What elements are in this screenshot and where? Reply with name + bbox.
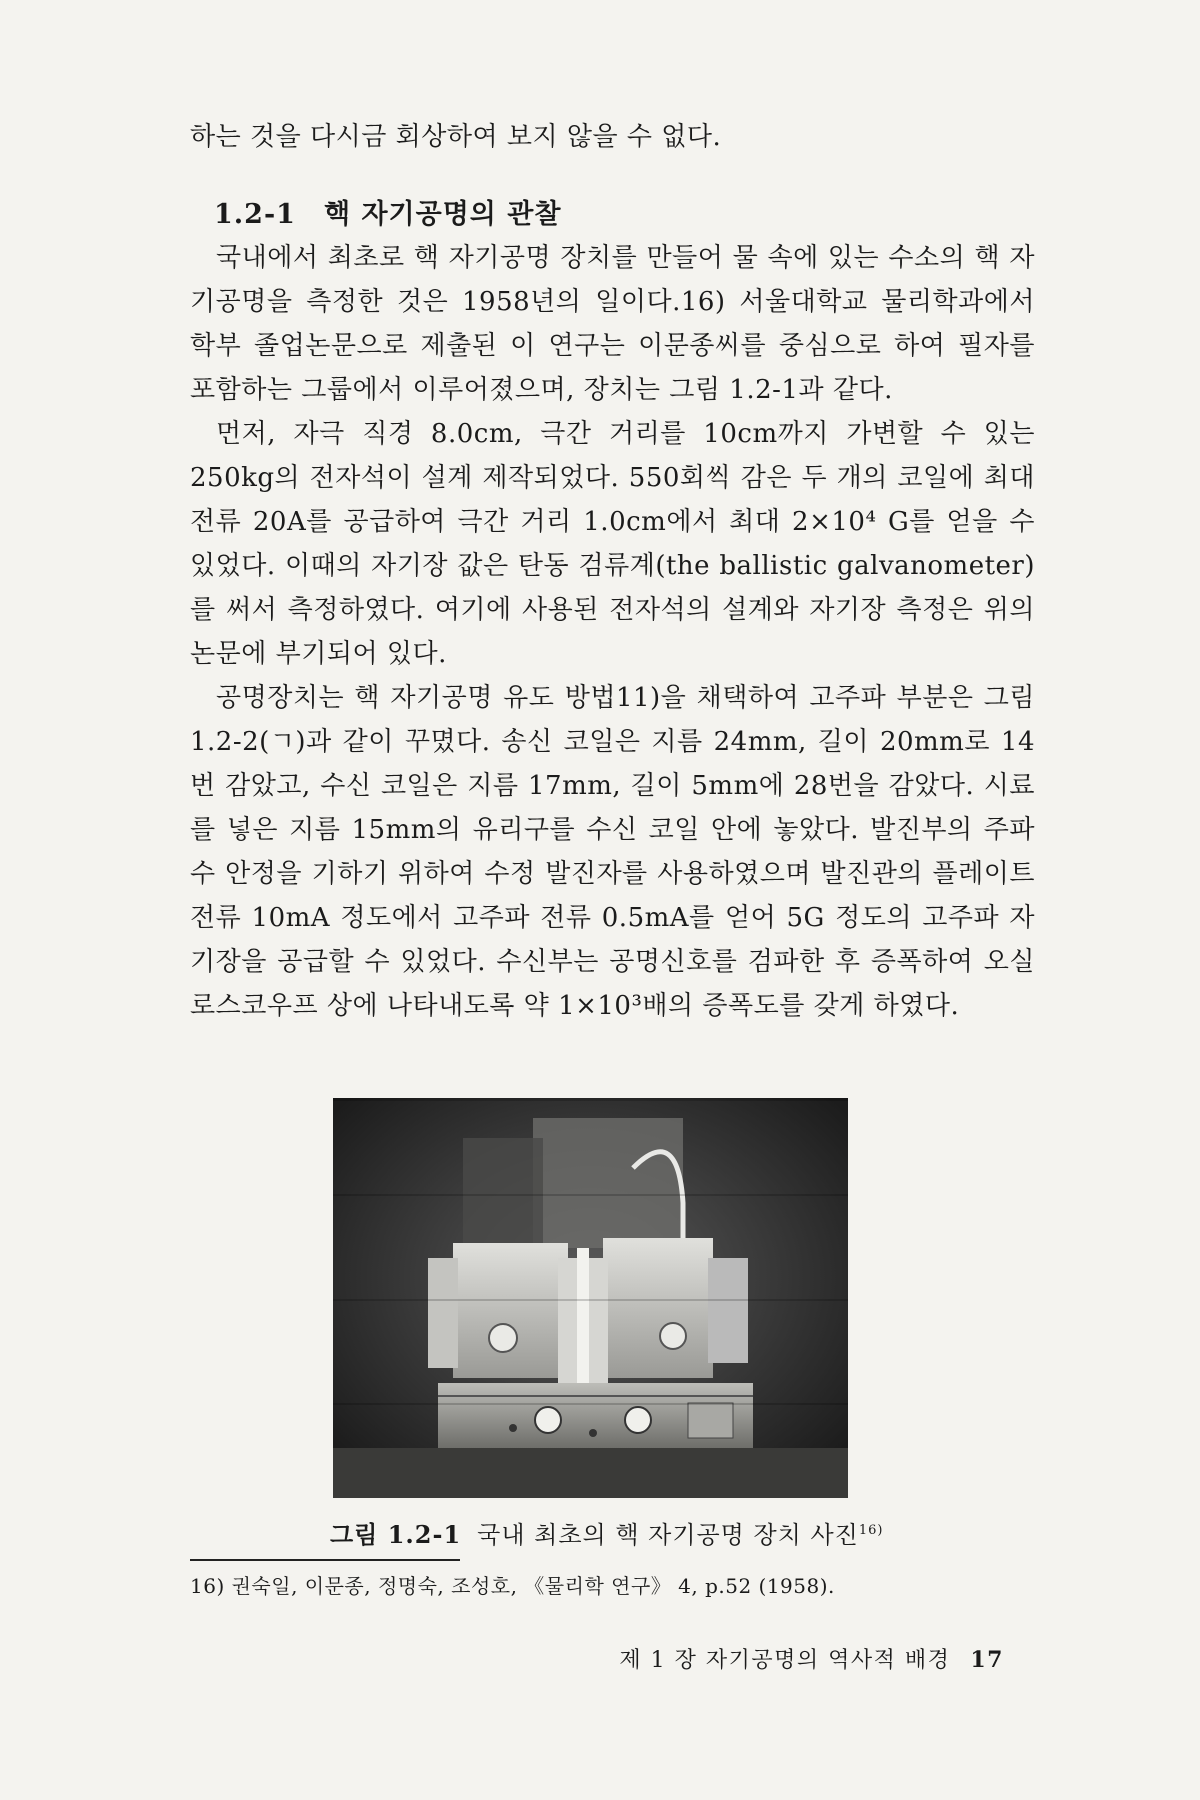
paragraph-2: 먼저, 자극 직경 8.0cm, 극간 거리를 10cm까지 가변할 수 있는 250kg의 전자석이 설계 제작되었다. 550회씩 감은 두 개의 코일에 최대 전류 20A를 공급하여 극간 거리 1.0cm에서 최대 2×10⁴ G를 얻을 수 있었다. 이때의 자기장 값은 탄동 검류계(the ballistic galvanometer)를 써서 측정하였다. 여기에 사용된 전자석의 설계와 자기장 측정은 위의 논문에 부기되어 있다.: [190, 419, 1035, 669]
footnote: 16) 권숙일, 이문종, 정명숙, 조성호, 《물리학 연구》 4, p.52 (1958).: [190, 1574, 835, 1598]
figure-caption-text: 국내 최초의 핵 자기공명 장치 사진: [477, 1521, 859, 1549]
figure-ref: 16): [858, 1523, 884, 1538]
nmr-apparatus-photo: [333, 1098, 848, 1498]
running-footer: [619, 1643, 1004, 1674]
chapter-title: 제 1 장 자기공명의 역사적 배경: [619, 1648, 951, 1673]
body-text: [190, 236, 1035, 1028]
section-title: 핵 자기공명의 관찰: [323, 199, 562, 230]
page-number: 17: [970, 1647, 1004, 1673]
figure-label: 그림 1.2-1: [330, 1520, 462, 1549]
paragraph-3: 공명장치는 핵 자기공명 유도 방법11)을 채택하여 고주파 부분은 그림 1.2-2(ㄱ)과 같이 꾸몄다. 송신 코일은 지름 24mm, 길이 20mm로 14번 감았고, 수신 코일은 지름 17mm, 길이 5mm에 28번을 감았다. 시료를 넣은 지름 15mm의 유리구를 수신 코일 안에 놓았다. 발진부의 주파수 안정을 기하기 위하여 수정 발진자를 사용하였으며 발진관의 플레이트 전류 10mA 정도에서 고주파 전류 0.5mA를 얻어 5G 정도의 고주파 자기장을 공급할 수 있었다. 수신부는 공명신호를 검파한 후 증폭하여 오실로스코우프 상에 나타내도록 약 1×10³배의 증폭도를 갖게 하였다.: [190, 683, 1035, 1021]
section-heading: [214, 192, 561, 231]
figure-caption: [330, 1515, 930, 1550]
footnote-divider: [190, 1559, 460, 1561]
intro-line: 하는 것을 다시금 회상하여 보지 않을 수 없다.: [190, 122, 722, 152]
section-number: 1.2-1: [214, 199, 296, 230]
paragraph-1: 국내에서 최초로 핵 자기공명 장치를 만들어 물 속에 있는 수소의 핵 자기공명을 측정한 것은 1958년의 일이다.16) 서울대학교 물리학과에서 학부 졸업논문으로 제출된 이 연구는 이문종씨를 중심으로 하여 필자를 포함하는 그룹에서 이루어졌으며, 장치는 그림 1.2-1과 같다.: [190, 243, 1035, 405]
